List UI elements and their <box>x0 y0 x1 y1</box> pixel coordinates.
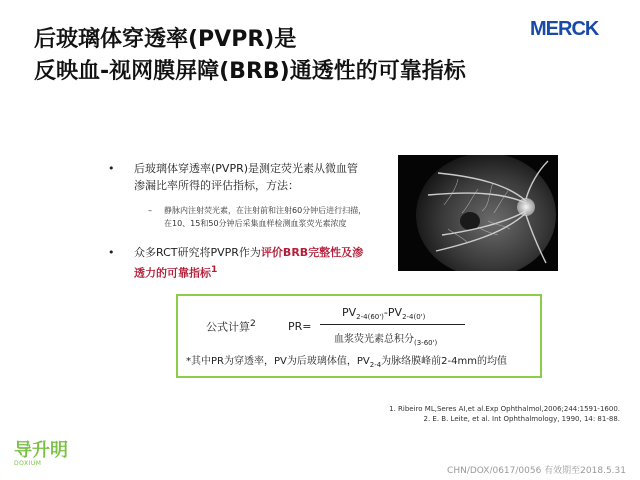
formula-note <box>186 352 507 369</box>
fraction-line <box>320 324 465 325</box>
formula-label <box>206 318 256 335</box>
formula-label-sup: 2 <box>250 318 256 329</box>
bullet-marker: • <box>108 246 115 259</box>
bullet-highlight: 评价BRB完整性及渗透力的可靠指标 <box>134 246 364 280</box>
formula-pr: PR= <box>288 320 312 333</box>
formula-denominator <box>334 330 437 347</box>
note-sub: 2-4 <box>369 361 382 369</box>
brand-sub: DOXIUM <box>14 460 42 467</box>
formula-numerator <box>342 306 425 321</box>
bullet-text-prefix: 众多RCT研究将PVPR作为 <box>134 246 261 259</box>
numerator-a: PV <box>342 306 357 319</box>
bullet-text: 后玻璃体穿透率(PVPR)是测定荧光素从微血管渗漏比率所得的评估指标，方法： <box>134 162 359 192</box>
note-suffix: 为脉络膜峰前2-4mm的均值 <box>381 356 507 367</box>
title-line-1: 后玻璃体穿透率(PVPR)是 <box>34 27 297 52</box>
formula-label-text: 公式计算 <box>206 320 250 334</box>
denominator-sub: (3-60') <box>414 339 438 347</box>
title-line-2: 反映血-视网膜屏障(BRB)通透性的可靠指标 <box>34 59 466 84</box>
footer-code: CHN/DOX/0617/0056 有效期至2018.5.31 <box>447 466 626 476</box>
slide-title <box>34 24 514 88</box>
formula-box <box>176 294 542 378</box>
sub-bullet-text: 静脉内注射荧光素，在注射前和注射60分钟后进行扫描，在10、15和50分钟后采集血样检测血浆荧光素浓度 <box>164 206 367 228</box>
bullet-pvpr-definition <box>108 160 368 194</box>
reference-1: 1. Ribeiro ML,Seres AI,et al.Exp Ophthalmol,2006;244:1591-1600. <box>389 405 620 413</box>
bullet-rct-studies <box>108 244 368 282</box>
merck-logo <box>530 18 622 40</box>
doxium-brand-logo <box>14 442 94 468</box>
logo-text: MERCK <box>530 18 599 40</box>
sub-bullet-marker: – <box>148 206 152 215</box>
denominator-text: 血浆荧光素总积分 <box>334 334 414 345</box>
numerator-b-sub: 2-4(0') <box>402 313 426 322</box>
brand-name: 导升明 <box>14 440 68 461</box>
sub-bullet-method <box>108 204 368 230</box>
numerator-b: PV <box>387 306 403 319</box>
bullet-list <box>108 160 368 292</box>
fundus-angiogram-image <box>398 155 558 271</box>
references <box>290 404 620 424</box>
bullet-marker: • <box>108 162 115 175</box>
citation-sup: 1 <box>211 264 218 275</box>
numerator-a-sub: 2-4(60') <box>356 313 384 322</box>
reference-2: 2. E. B. Leite, et al. Int Ophthalmology, 1990, 14: 81-88. <box>423 415 620 423</box>
fundus-illustration <box>398 155 558 271</box>
note-prefix: *其中PR为穿透率，PV为后玻璃体值，PV <box>186 356 370 367</box>
numerator-op: - <box>383 306 388 319</box>
